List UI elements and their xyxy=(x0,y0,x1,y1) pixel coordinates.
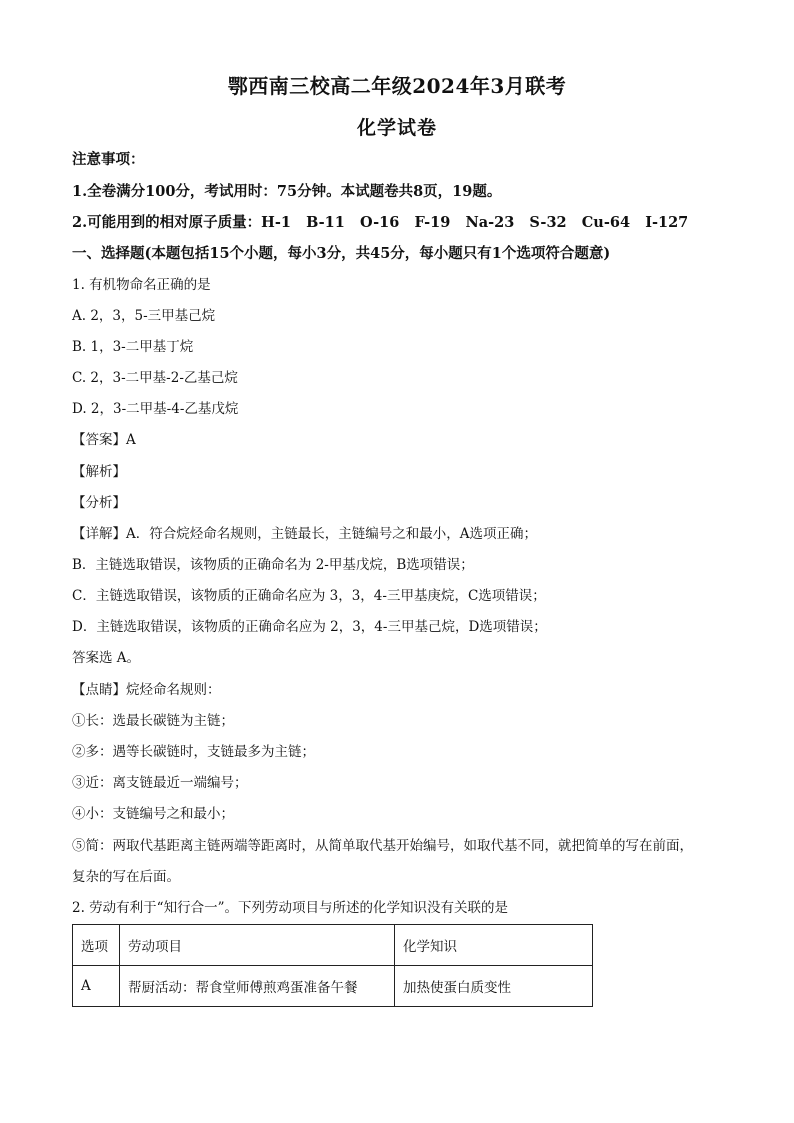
tips-heading: 【点睛】烷烃命名规则： xyxy=(72,682,221,698)
question-2-stem: 2. 劳动有利于“知行合一”。下列劳动项目与所述的化学知识没有关联的是 xyxy=(72,900,508,916)
detail-line: D．主链选取错误，该物质的正确命名应为 2，3，4-三甲基己烷，D选项错误； xyxy=(72,619,547,635)
tips-line: ⑤简：两取代基距离主链两端等距离时，从简单取代基开始编号，如取代基不同，就把简单的写在前面， xyxy=(72,838,693,854)
question-1-option-d: D. 2，3-二甲基-4-乙基戊烷 xyxy=(72,401,239,417)
detail-conclusion: 答案选 A。 xyxy=(72,650,141,666)
detail-line: C．主链选取错误，该物质的正确命名应为 3，3，4-三甲基庚烷，C选项错误； xyxy=(72,588,546,604)
exam-subtitle: 化学试卷 xyxy=(356,117,437,139)
table-cell: A xyxy=(73,966,120,1007)
tips-line: ④小：支链编号之和最小； xyxy=(72,806,234,822)
question-1-option-a: A. 2，3，5-三甲基己烷 xyxy=(72,308,216,324)
question-1-option-b: B. 1，3-二甲基丁烷 xyxy=(72,339,194,355)
tips-line: ①长：选最长碳链为主链； xyxy=(72,713,234,729)
tips-line: ③近：离支链最近一端编号； xyxy=(72,775,248,791)
table-cell: 加热使蛋白质变性 xyxy=(395,966,593,1007)
tips-line: ②多：遇等长碳链时，支链最多为主链； xyxy=(72,744,315,760)
section-heading: 一、选择题(本题包括15个小题，每小3分，共45分，每小题只有1个选项符合题意) xyxy=(72,245,611,262)
question-2-table xyxy=(72,924,593,1007)
detail-line: 【详解】A．符合烷烃命名规则，主链最长，主链编号之和最小，A选项正确； xyxy=(72,526,537,542)
table-header-row xyxy=(73,925,593,966)
analysis-label: 【解析】 xyxy=(72,464,126,480)
table-cell: 帮厨活动：帮食堂师傅煎鸡蛋准备午餐 xyxy=(120,966,395,1007)
table-row xyxy=(73,966,593,1007)
notes-item-2: 2.可能用到的相对原子质量：H-1 B-11 O-16 F-19 Na-23 S-32 Cu-64 I-127 xyxy=(72,214,689,231)
answer-label: 【答案】A xyxy=(72,432,136,448)
question-1-stem: 1. 有机物命名正确的是 xyxy=(72,277,211,293)
question-1-option-c: C. 2，3-二甲基-2-乙基己烷 xyxy=(72,370,238,386)
detail-line: B．主链选取错误，该物质的正确命名为 2-甲基戊烷，B选项错误； xyxy=(72,557,474,573)
table-header-cell: 化学知识 xyxy=(395,925,593,966)
table-header-cell: 劳动项目 xyxy=(120,925,395,966)
notes-item-1: 1.全卷满分100分，考试用时：75分钟。本试题卷共8页，19题。 xyxy=(72,183,502,200)
fenxi-label: 【分析】 xyxy=(72,495,126,511)
tips-line: 复杂的写在后面。 xyxy=(72,869,180,885)
exam-title: 鄂西南三校高二年级2024年3月联考 xyxy=(227,74,567,98)
table-header-cell: 选项 xyxy=(73,925,120,966)
notes-heading: 注意事项： xyxy=(72,151,145,168)
